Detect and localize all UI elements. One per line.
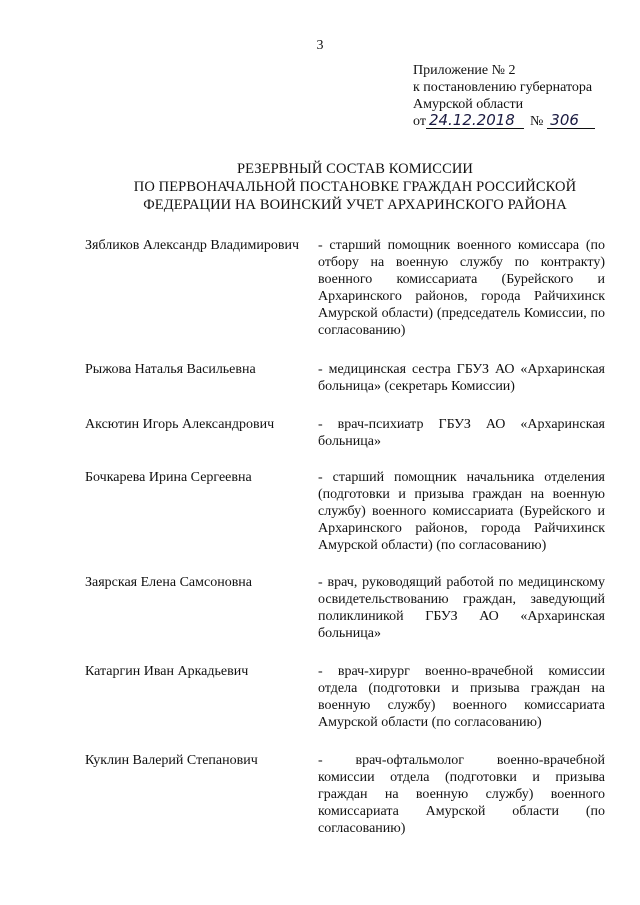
member-entry bbox=[85, 574, 615, 642]
title-line-2: ПО ПЕРВОНАЧАЛЬНОЙ ПОСТАНОВКЕ ГРАЖДАН РОССИЙСКОЙ bbox=[133, 179, 577, 195]
decree-date: 24.12.2018 bbox=[426, 113, 524, 129]
appendix-title: Приложение № 2 bbox=[413, 63, 516, 78]
date-prefix: от bbox=[413, 114, 426, 129]
appendix-decree: к постановлению губернатора bbox=[413, 80, 593, 95]
page-number: 3 bbox=[316, 38, 324, 53]
member-entry bbox=[85, 361, 615, 395]
member-role: - врач-хирург военно-врачебной комиссии отдела (подготовки и призыва граждан на военную службу) военного комиссариата Амурской области (по согласованию) bbox=[318, 664, 605, 730]
document-title bbox=[60, 160, 640, 214]
member-entry bbox=[85, 752, 615, 837]
decree-date-line bbox=[413, 113, 628, 130]
member-role: - старший помощник начальника отделения (подготовки и призыва граждан на военную службу) военного комиссариата (Бурейского и Архаринского районов, города Райчихинск Амурской области) (по согласованию) bbox=[318, 470, 605, 553]
member-name: Бочкарева Ирина Сергеевна bbox=[85, 470, 252, 485]
member-name: Аксютин Игорь Александрович bbox=[85, 417, 275, 432]
member-role: - медицинская сестра ГБУЗ АО «Архаринская больница» (секретарь Комиссии) bbox=[318, 362, 605, 394]
member-name: Куклин Валерий Степанович bbox=[85, 753, 258, 768]
member-role: - врач-психиатр ГБУЗ АО «Архаринская больница» bbox=[318, 417, 605, 449]
number-prefix: № bbox=[529, 114, 544, 129]
title-line-3: ФЕДЕРАЦИИ НА ВОИНСКИЙ УЧЕТ АРХАРИНСКОГО РАЙОНА bbox=[143, 197, 567, 213]
member-name: Зябликов Александр Владимирович bbox=[85, 238, 300, 253]
member-name: Катаргин Иван Аркадьевич bbox=[85, 664, 249, 679]
member-entry bbox=[85, 663, 615, 731]
decree-number: 306 bbox=[547, 113, 595, 129]
member-name: Заярская Елена Самсоновна bbox=[85, 575, 253, 590]
title-line-1: РЕЗЕРВНЫЙ СОСТАВ КОМИССИИ bbox=[237, 161, 473, 177]
member-name: Рыжова Наталья Васильевна bbox=[85, 362, 256, 377]
appendix-header bbox=[413, 62, 628, 130]
member-entry bbox=[85, 237, 615, 339]
member-entry bbox=[85, 469, 615, 554]
member-role: - врач-офтальмолог военно-врачебной комиссии отдела (подготовки и призыва граждан на военную службу) военного комиссариата Амурской области (по согласованию) bbox=[318, 753, 605, 836]
member-entry bbox=[85, 416, 615, 450]
appendix-region: Амурской области bbox=[413, 97, 524, 112]
member-role: - врач, руководящий работой по медицинскому освидетельствованию граждан, заведующий поликлиникой ГБУЗ АО «Архаринская больница» bbox=[318, 575, 605, 641]
member-list bbox=[85, 237, 615, 837]
member-role: - старший помощник военного комиссара (по отбору на военную службу по контракту) военного комиссариата (Бурейского и Архаринского районов, города Райчихинск Амурской области) (председатель Комиссии, по согласованию) bbox=[318, 238, 605, 338]
